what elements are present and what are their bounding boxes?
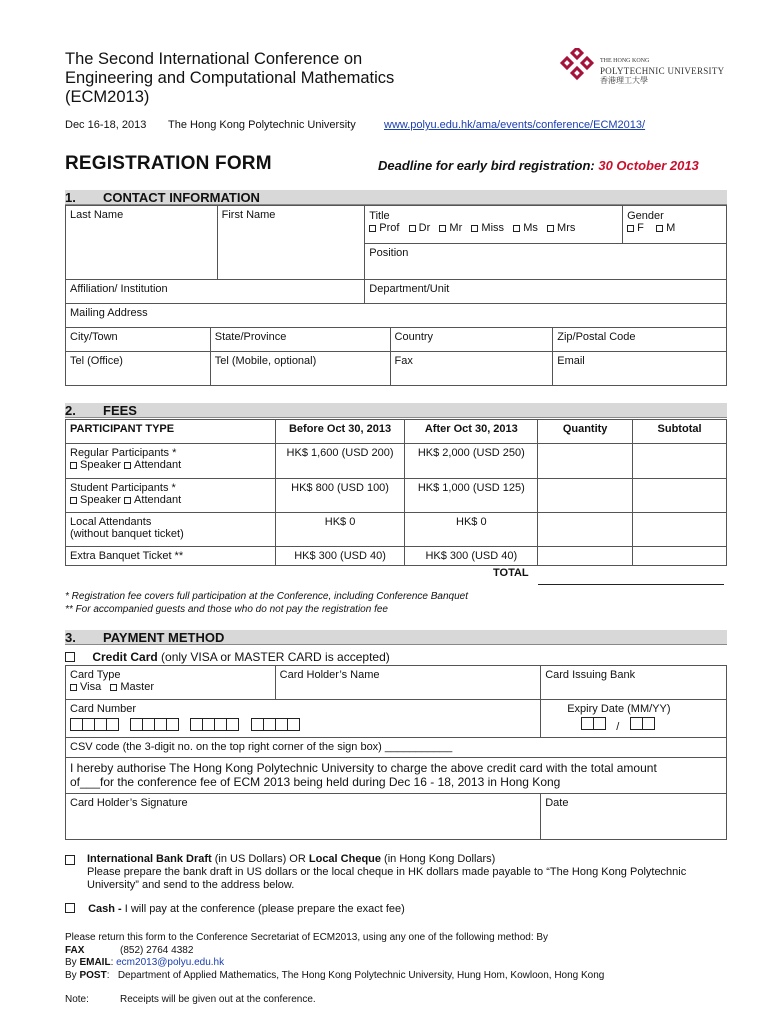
email-field[interactable]: Email <box>553 352 727 386</box>
fees-header-after: After Oct 30, 2013 <box>405 420 538 444</box>
city-field[interactable]: City/Town <box>66 328 211 352</box>
section-contact-header: 1. CONTACT INFORMATION <box>65 190 727 205</box>
title-prof-checkbox[interactable]: Prof <box>369 222 399 234</box>
title-miss-checkbox[interactable]: Miss <box>471 222 504 234</box>
cash-checkbox[interactable] <box>65 903 75 913</box>
total-field[interactable] <box>538 584 724 585</box>
fees-header-type: PARTICIPANT TYPE <box>66 420 276 444</box>
conference-url-link[interactable]: www.polyu.edu.hk/ama/events/conference/ECM2013/ <box>384 119 646 131</box>
student-speaker-checkbox[interactable]: Speaker <box>70 494 121 506</box>
date-field[interactable]: Date <box>541 794 727 840</box>
card-issuing-bank-field[interactable]: Card Issuing Bank <box>541 666 727 700</box>
form-title: REGISTRATION FORM <box>65 153 272 174</box>
receipts-note: Note: Receipts will be given out at the conference. <box>65 994 316 1005</box>
bank-draft-checkbox[interactable] <box>65 855 75 865</box>
regular-speaker-checkbox[interactable]: Speaker <box>70 459 121 471</box>
position-field[interactable]: Position <box>365 244 727 280</box>
visa-checkbox[interactable]: Visa <box>70 681 101 693</box>
fees-header-subtotal: Subtotal <box>633 420 727 444</box>
authorisation-text: I hereby authorise The Hong Kong Polytechnic University to charge the above credit card with the total amount of___for the conference fee of ECM 2013 being held during Dec 16 - 18, 2013 in Hong Kong <box>66 758 727 794</box>
local-quantity-field[interactable] <box>538 513 633 547</box>
fees-table <box>65 419 727 566</box>
credit-card-checkbox[interactable] <box>65 652 75 662</box>
banquet-subtotal-field[interactable] <box>633 547 727 566</box>
fax-field[interactable]: Fax <box>390 352 553 386</box>
local-subtotal-field[interactable] <box>633 513 727 547</box>
state-field[interactable]: State/Province <box>210 328 390 352</box>
gender-field: Gender F M <box>623 206 727 244</box>
table-row: Local Attendants (without banquet ticket) HK$ 0 HK$ 0 <box>66 513 727 547</box>
mailing-address-field[interactable]: Mailing Address <box>66 304 727 328</box>
table-row: Student Participants * Speaker Attendant HK$ 800 (USD 100) HK$ 1,000 (USD 125) <box>66 479 727 513</box>
title-ms-checkbox[interactable]: Ms <box>513 222 538 234</box>
fees-note-1: * Registration fee covers full participation at the Conference, including Conference Banquet <box>65 591 469 602</box>
regular-attendant-checkbox[interactable]: Attendant <box>124 459 181 471</box>
card-number-field[interactable]: Card Number <box>66 700 541 738</box>
table-row: Extra Banquet Ticket ** HK$ 300 (USD 40) HK$ 300 (USD 40) <box>66 547 727 566</box>
section-fees-header: 2. FEES <box>65 403 727 418</box>
gender-f-checkbox[interactable]: F <box>627 222 644 234</box>
student-attendant-checkbox[interactable]: Attendant <box>124 494 181 506</box>
credit-card-table <box>65 665 727 840</box>
title-mrs-checkbox[interactable]: Mrs <box>547 222 575 234</box>
cash-option: Cash - I will pay at the conference (please prepare the exact fee) <box>65 903 405 915</box>
title-field: Title Prof Dr Mr Miss Ms Mrs <box>365 206 623 244</box>
master-checkbox[interactable]: Master <box>110 681 154 693</box>
banquet-quantity-field[interactable] <box>538 547 633 566</box>
first-name-field[interactable]: First Name <box>217 206 365 280</box>
student-subtotal-field[interactable] <box>633 479 727 513</box>
table-row: Regular Participants * Speaker Attendant HK$ 1,600 (USD 200) HK$ 2,000 (USD 250) <box>66 444 727 479</box>
last-name-field[interactable]: Last Name <box>66 206 218 280</box>
card-holder-signature-field[interactable]: Card Holder’s Signature <box>66 794 541 840</box>
zip-field[interactable]: Zip/Postal Code <box>553 328 727 352</box>
affiliation-field[interactable]: Affiliation/ Institution <box>66 280 365 304</box>
title-dr-checkbox[interactable]: Dr <box>409 222 431 234</box>
bank-draft-option: International Bank Draft (in US Dollars) OR Local Cheque (in Hong Kong Dollars) Please prepare the bank draft in US dollars or the local cheque in HK dollars made payable to “The Hong Kong Polytechnic University” and send to the address below. <box>65 853 727 892</box>
deadline-notice: Deadline for early bird registration: 30 October 2013 <box>378 158 699 173</box>
polyu-emblem-icon <box>558 48 598 84</box>
tel-mobile-field[interactable]: Tel (Mobile, optional) <box>210 352 390 386</box>
regular-quantity-field[interactable] <box>538 444 633 479</box>
expiry-date-field[interactable]: Expiry Date (MM/YY) / <box>541 700 727 738</box>
conference-dates: Dec 16-18, 2013 <box>65 119 147 131</box>
polyu-logo: THE HONG KONG POLYTECHNIC UNIVERSITY 香港理工大學 <box>558 48 708 84</box>
regular-subtotal-field[interactable] <box>633 444 727 479</box>
student-quantity-field[interactable] <box>538 479 633 513</box>
contact-table-2 <box>65 327 727 386</box>
section-payment-header: 3. PAYMENT METHOD <box>65 630 727 645</box>
contact-table <box>65 205 727 328</box>
csv-code-field[interactable]: CSV code (the 3-digit no. on the top right corner of the sign box) ___________ <box>66 738 727 758</box>
gender-m-checkbox[interactable]: M <box>656 222 675 234</box>
card-holder-name-field[interactable]: Card Holder’s Name <box>275 666 541 700</box>
tel-office-field[interactable]: Tel (Office) <box>66 352 211 386</box>
return-instructions: Please return this form to the Conference Secretariat of ECM2013, using any one of the following method: By FAX (852) 2764 4382 By EMAIL: ecm2013@polyu.edu.hk By POST: Department of Applied Mathematics, The Hong Kong Polytechnic University, Hung Hom, Kowloon, Hong Kong <box>65 932 605 981</box>
country-field[interactable]: Country <box>390 328 553 352</box>
secretariat-email-link[interactable]: ecm2013@polyu.edu.hk <box>116 957 225 968</box>
title-mr-checkbox[interactable]: Mr <box>439 222 462 234</box>
fees-header-quantity: Quantity <box>538 420 633 444</box>
university-name: The Hong Kong Polytechnic University <box>168 119 356 131</box>
conference-title: The Second International Conference on Engineering and Computational Mathematics (ECM2013) <box>65 50 395 106</box>
card-number-boxes[interactable] <box>70 718 536 734</box>
total-label: TOTAL <box>493 567 529 579</box>
fees-note-2: ** For accompanied guests and those who do not pay the registration fee <box>65 604 388 615</box>
card-type-field: Card Type Visa Master <box>66 666 276 700</box>
department-field[interactable]: Department/Unit <box>365 280 727 304</box>
credit-card-option[interactable]: Credit Card (only VISA or MASTER CARD is accepted) <box>65 650 390 664</box>
fees-header-before: Before Oct 30, 2013 <box>275 420 405 444</box>
